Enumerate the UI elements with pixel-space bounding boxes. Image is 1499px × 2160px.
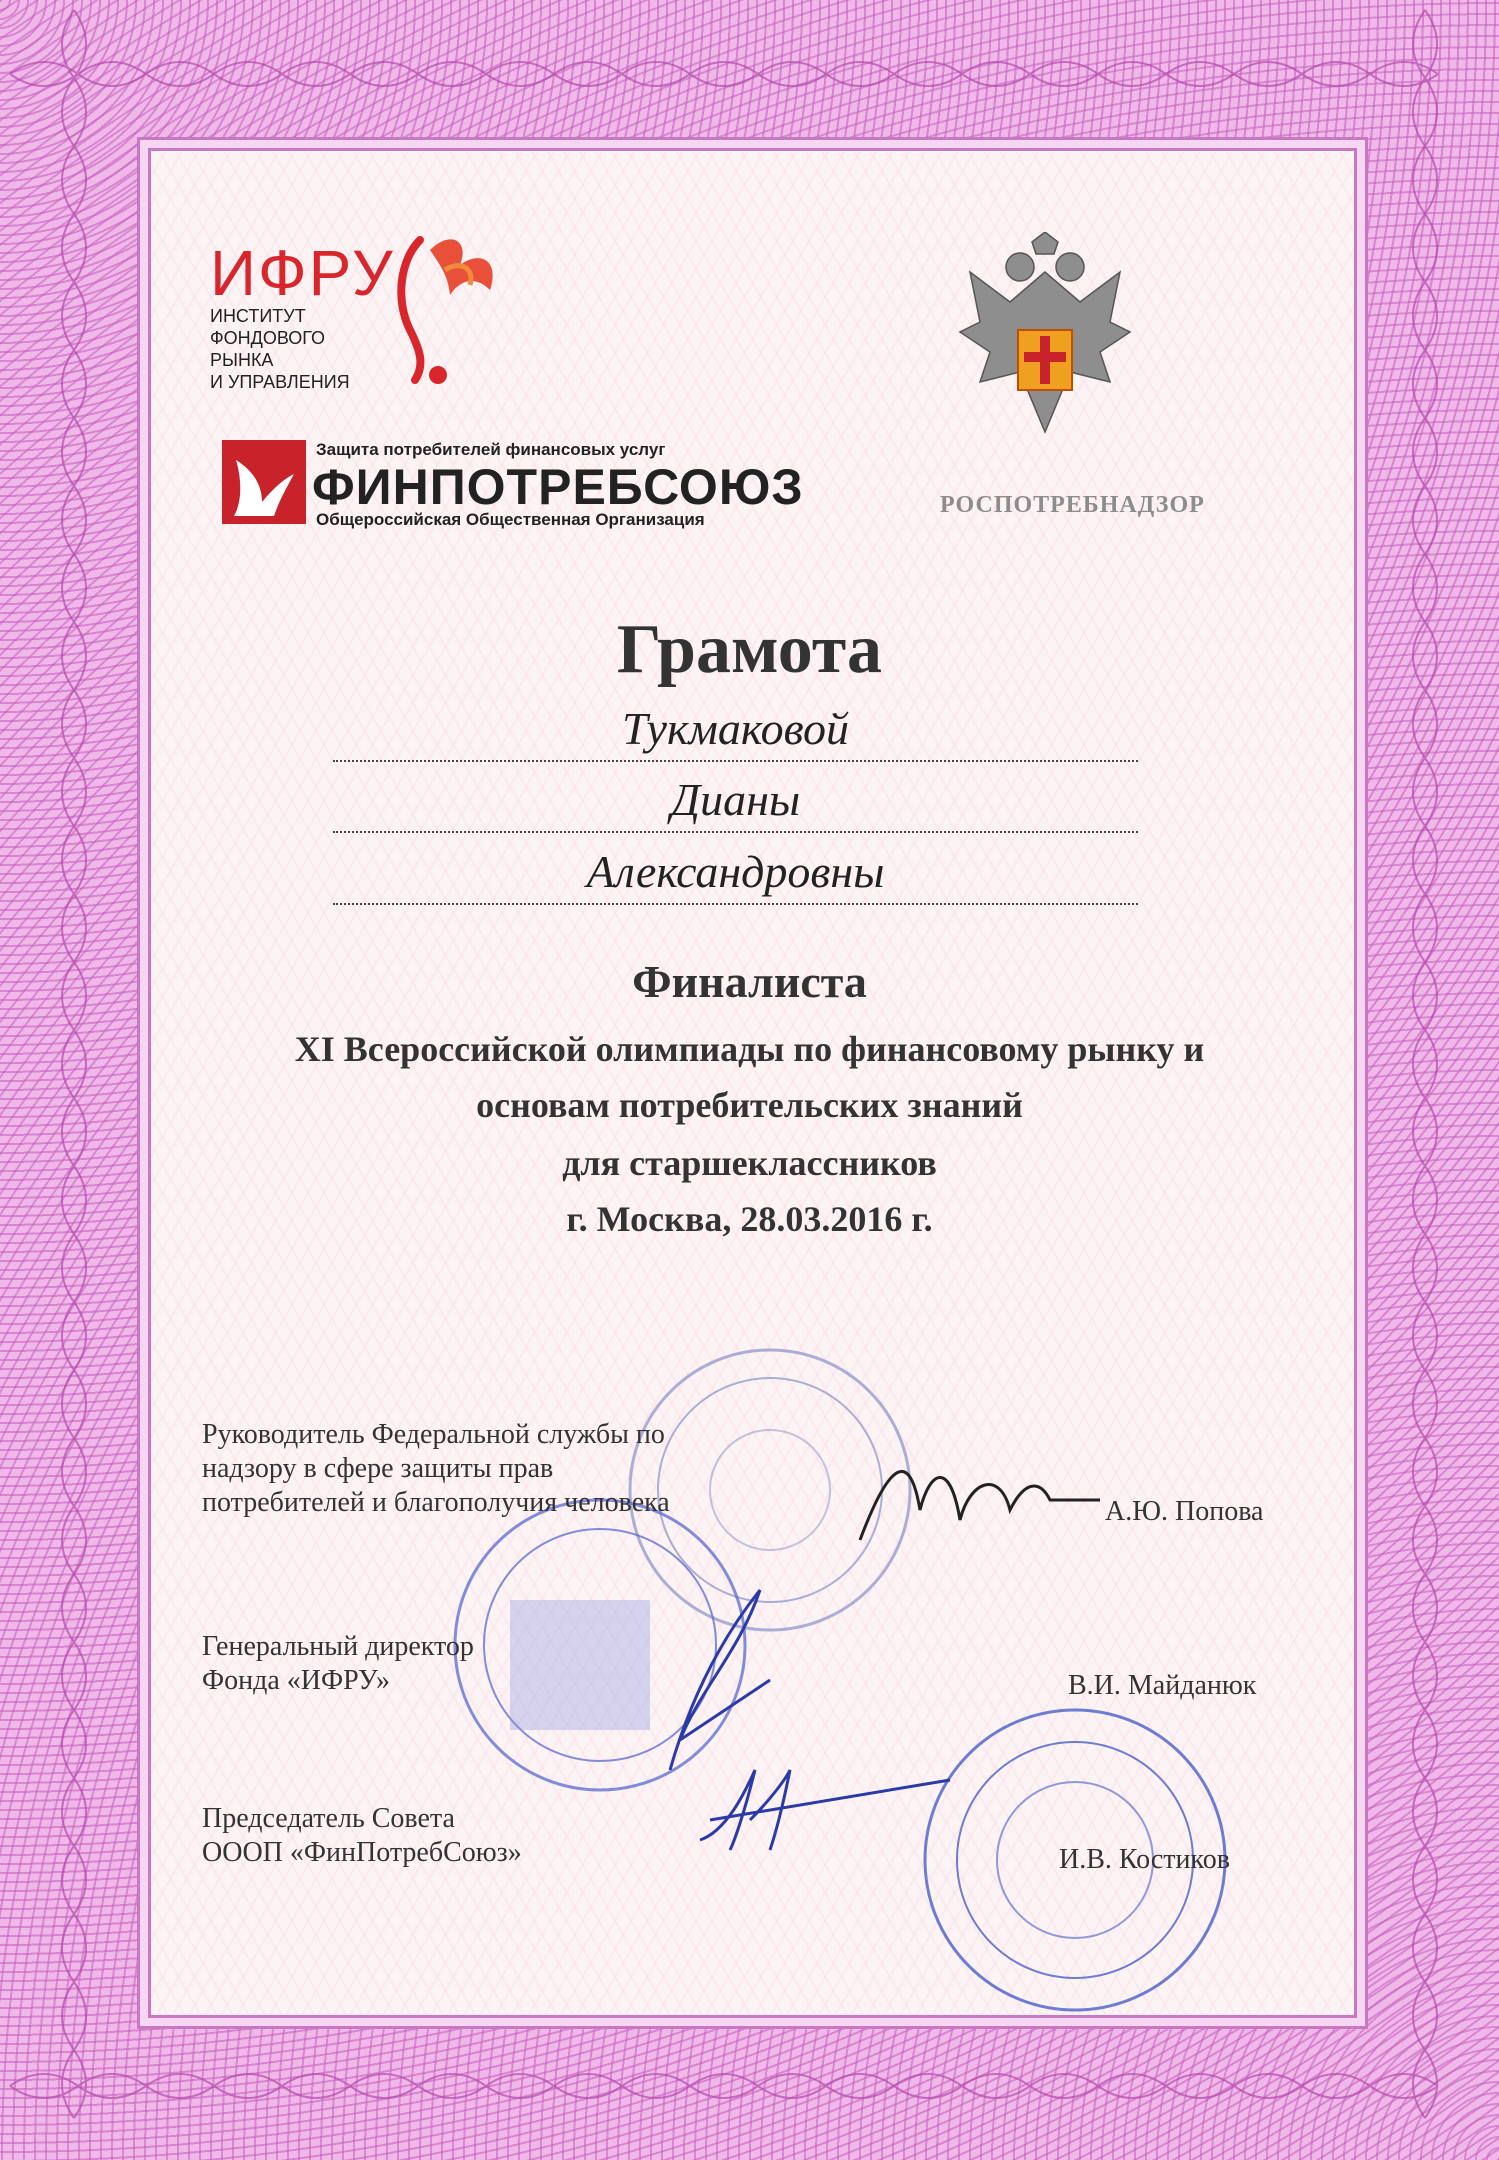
position-line: ОООП «ФинПотребСоюз» (202, 1837, 522, 1868)
position-line: Генеральный директор (202, 1631, 474, 1662)
ifru-subtitle-line: ФОНДОВОГО (210, 328, 326, 348)
signature-popova (850, 1440, 1110, 1560)
recipient-status: Финалиста (632, 956, 867, 1007)
signatory-position (202, 1418, 670, 1520)
ifru-subtitle-line: РЫНКА (210, 350, 274, 370)
recipient-patronymic: Александровны (586, 846, 885, 897)
position-line: потребителей и благополучия человека (202, 1487, 670, 1518)
ifru-subtitle-line: ИНСТИТУТ (210, 306, 306, 326)
certificate-title: Грамота (616, 611, 883, 688)
signatory-name: И.В. Костиков (1059, 1844, 1230, 1875)
recipient-patronymic-line (333, 845, 1138, 905)
signature-maydanyuk (640, 1580, 790, 1780)
description-line: основам потребительских знаний (476, 1085, 1023, 1125)
signatory-name: А.Ю. Попова (1105, 1496, 1264, 1527)
description-line: XI Всероссийской олимпиады по финансовому рынку и (294, 1029, 1205, 1069)
ifru-subtitle-line: И УПРАВЛЕНИЯ (210, 372, 350, 392)
recipient-surname: Тукмаковой (622, 703, 849, 754)
signatory-position (202, 1630, 474, 1698)
ifru-logo-subtitle (210, 305, 350, 393)
recipient-firstname-line (333, 773, 1138, 833)
finpotrebsoyuz-org: Общероссийская Общественная Организация (316, 510, 705, 529)
position-line: надзору в сфере защиты прав (202, 1453, 554, 1484)
rospotrebnadzor-name: РОСПОТРЕБНАДЗОР (940, 492, 1205, 518)
recipient-surname-line (333, 702, 1138, 762)
finpotrebsoyuz-name: ФИНПОТРЕБСОЮЗ (312, 459, 804, 515)
recipient-firstname: Дианы (670, 774, 801, 825)
ifru-flame-icon (390, 220, 510, 390)
signature-kostikov (690, 1760, 970, 1860)
finpotrebsoyuz-logo-icon (222, 440, 306, 524)
signatory-position (202, 1802, 522, 1870)
position-line: Председатель Совета (202, 1803, 455, 1834)
description-line: для старшеклассников (562, 1143, 937, 1183)
signatory-name: В.И. Майданюк (1068, 1670, 1257, 1701)
double-headed-eagle-emblem-icon (950, 232, 1140, 462)
ifru-logo-title: ИФРУ (210, 237, 395, 309)
finpotrebsoyuz-tagline: Защита потребителей финансовых услуг (316, 440, 666, 459)
position-line: Руководитель Федеральной службы по (202, 1419, 665, 1450)
description-place-date: г. Москва, 28.03.2016 г. (566, 1199, 933, 1239)
position-line: Фонда «ИФРУ» (202, 1665, 391, 1696)
